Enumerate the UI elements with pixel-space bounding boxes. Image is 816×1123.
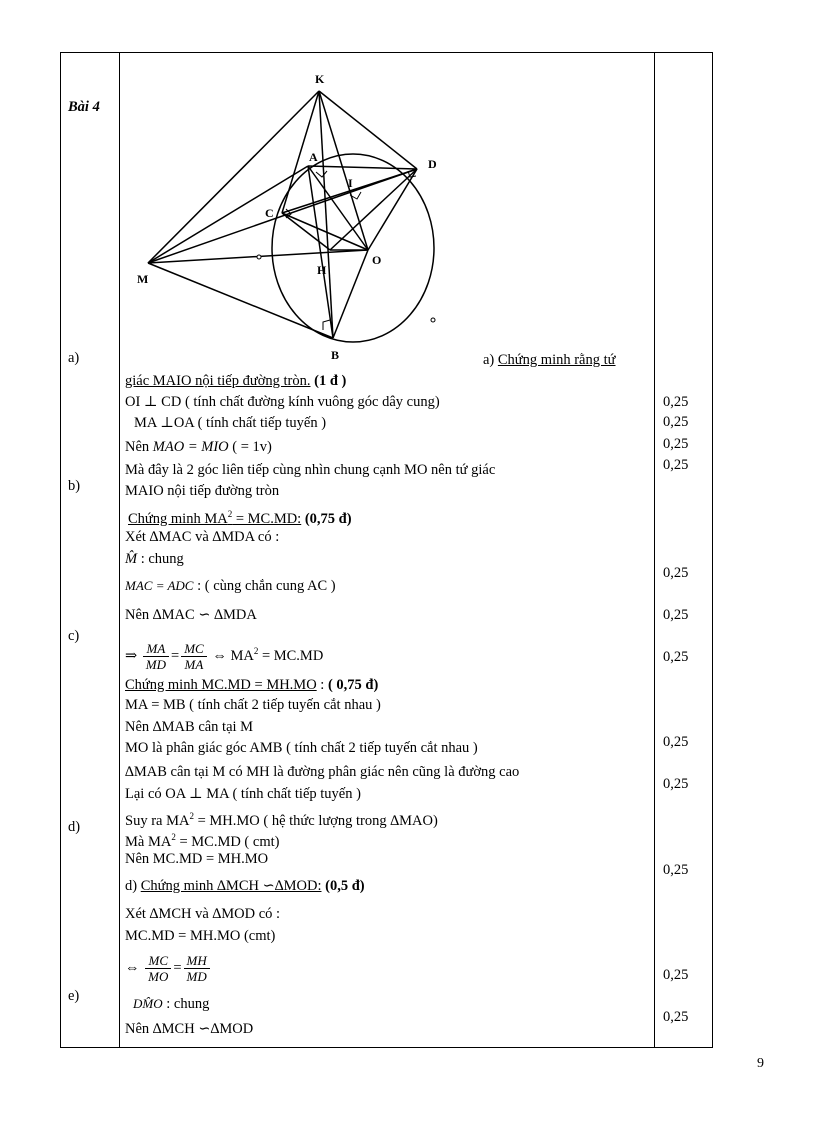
fraction: $\frac{MA}{MD}$ xyxy=(143,641,169,672)
text-line: Lại có OA ⊥ MA ( tính chất tiếp tuyến ) xyxy=(125,786,361,802)
text-line: DM̂O : chung xyxy=(133,996,210,1012)
text-line: Xét ∆MCH và ∆MOD có : xyxy=(125,906,281,922)
label-o: O xyxy=(372,253,382,267)
label-a: A xyxy=(309,150,318,164)
part-a-heading: giác MAIO nội tiếp đường tròn. (1 đ ) xyxy=(125,373,347,389)
label-d: D xyxy=(428,157,437,171)
text-line: Nên ∆MAB cân tại M xyxy=(125,719,254,735)
problem-label: Bài 4 xyxy=(68,99,100,115)
fraction: $\frac{MC}{MO}$ xyxy=(145,953,171,984)
label-c: C xyxy=(265,206,274,220)
part-label-b: b) xyxy=(68,478,81,494)
text-line: Xét ∆MAC và ∆MDA có : xyxy=(125,529,280,545)
column-divider-left xyxy=(119,53,120,1047)
score: 0,25 xyxy=(663,734,689,750)
label-i: I xyxy=(348,176,353,190)
part-c-heading: Chứng minh MC.MD = MH.MO : ( 0,75 đ) xyxy=(125,677,379,693)
label-m: M xyxy=(137,272,149,286)
text-line: MA ⊥OA ( tính chất tiếp tuyến ) xyxy=(134,415,327,431)
score: 0,25 xyxy=(663,457,689,473)
score: 0,25 xyxy=(663,776,689,792)
text-line: Nên ∆MAC ∽ ∆MDA xyxy=(125,607,257,623)
score: 0,25 xyxy=(663,862,689,878)
score: 0,25 xyxy=(663,436,689,452)
text-line: OI ⊥ CD ( tính chất đường kính vuông góc dây cung) xyxy=(125,394,440,410)
text-line: MAIO nội tiếp đường tròn xyxy=(125,483,280,499)
text-line: MC.MD = MH.MO (cmt) xyxy=(125,928,276,944)
column-divider-right xyxy=(654,53,655,1047)
score: 0,25 xyxy=(663,607,689,623)
text-line: Nên MC.MD = MH.MO xyxy=(125,851,269,867)
text-line: ∆MAB cân tại M có MH là đường phân giác nên cũng là đường cao xyxy=(125,764,520,780)
text-line: Nên MAO = MIO ( = 1v) xyxy=(125,439,272,455)
score: 0,25 xyxy=(663,394,689,410)
fraction-line: ⇔ $\frac{MC}{MO}$ = $\frac{MH}{MD}$ xyxy=(125,950,212,986)
page-number: 9 xyxy=(757,1056,764,1071)
part-d-heading: d) Chứng minh ∆MCH ∽∆MOD: (0,5 đ) xyxy=(125,878,365,894)
part-label-a: a) xyxy=(68,350,80,366)
text-line: Mà đây là 2 góc liên tiếp cùng nhìn chung cạnh MO nên tứ giác xyxy=(125,462,496,478)
part-b-heading: Chứng minh $MA^2 = MC.MD$: (0,75 đ) xyxy=(128,509,352,527)
label-b: B xyxy=(331,348,340,362)
text-line: Nên ∆MCH ∽∆MOD xyxy=(125,1021,254,1037)
label-h: H xyxy=(317,263,327,277)
text-line: MAC = ADC : ( cùng chắn cung AC ) xyxy=(125,578,336,594)
text-line: MO là phân giác góc AMB ( tính chất 2 tiếp tuyến cắt nhau ) xyxy=(125,740,478,756)
score: 0,25 xyxy=(663,565,689,581)
part-label-d: d) xyxy=(68,819,81,835)
geometry-figure xyxy=(130,66,470,366)
fraction: $\frac{MC}{MA}$ xyxy=(181,641,207,672)
text-line: Mà $MA^2 = MC.MD$ ( cmt) xyxy=(125,832,280,850)
score: 0,25 xyxy=(663,967,689,983)
label-k: K xyxy=(315,72,325,86)
part-a-heading-right: a) Chứng minh rằng tứ xyxy=(483,352,616,368)
fraction: $\frac{MH}{MD}$ xyxy=(184,953,210,984)
text-line: MA = MB ( tính chất 2 tiếp tuyến cắt nhau ) xyxy=(125,697,381,713)
fraction-line: ⇒ $\frac{MA}{MD}$ = $\frac{MC}{MA}$ ⇔ $MA^2 = MC.MD$ xyxy=(125,641,324,672)
text-line: M̂ : chung xyxy=(125,551,184,567)
score: 0,25 xyxy=(663,649,689,665)
score: 0,25 xyxy=(663,414,689,430)
part-label-c: c) xyxy=(68,628,80,644)
score: 0,25 xyxy=(663,1009,689,1025)
text-line: Suy ra $MA^2 = MH.MO$ ( hệ thức lượng trong ∆MAO) xyxy=(125,811,438,829)
part-label-e: e) xyxy=(68,988,80,1004)
